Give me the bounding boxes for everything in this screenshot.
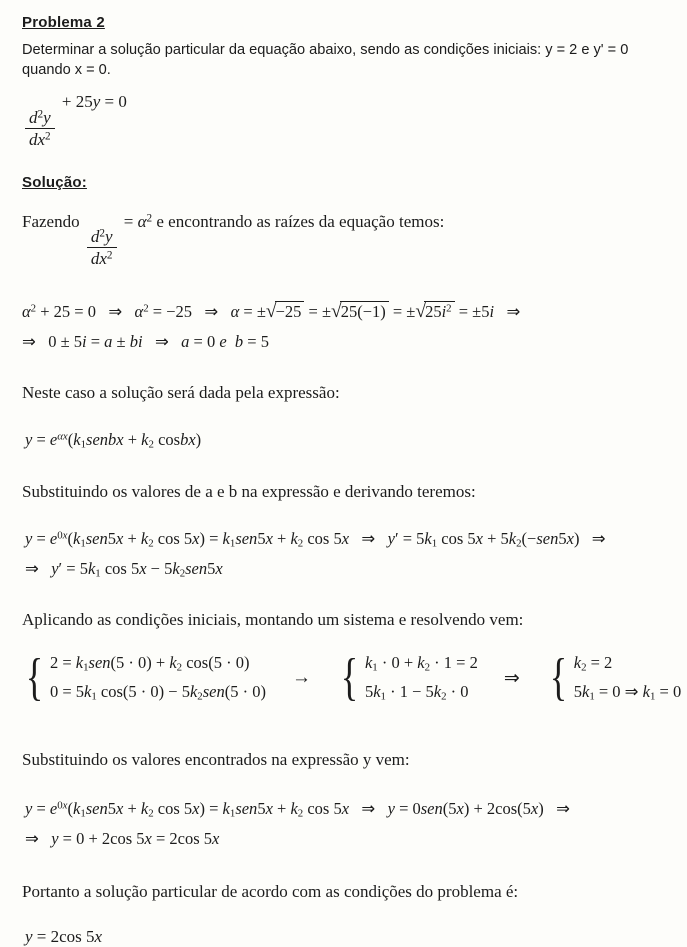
derivative-line-1: $y = e^{0x}(k_1sen5x + k_2$ $\cos 5x) = k_1sen5x + k_2$ cos 5x ⇒ $y' = 5k_1$ $\cos 5x + 5k_2(-sen5x)$ ⇒ <box>25 528 606 550</box>
system-1 <box>22 649 266 707</box>
system-2 <box>337 649 478 707</box>
system-1-line-2: $0 = 5k_1$ $\cos(5 \cdot 0) - 5k_2sen(5 \cdot 0)$ <box>49 682 266 703</box>
left-brace: { <box>25 649 44 707</box>
equation-systems <box>22 649 682 707</box>
roots-derivation <box>22 301 669 352</box>
particular-solution-equation: y = 2cos 5x <box>25 926 103 946</box>
conclusion-intro: Portanto a solução particular de acordo com as condições do problema é: <box>22 881 519 901</box>
final-substitution-intro: Substituindo os valores encontrados na expressão y vem: <box>22 749 410 769</box>
final-line-1: $y = e^{0x}(k_1sen5x + k_2$ $\cos 5x) = k_1sen5x + k_2$ cos 5x ⇒ y = 0sen(5x) + 2cos(5x) ⇒ <box>25 799 570 820</box>
system-3 <box>546 649 682 707</box>
system-2-line-2: $5k_1 \cdot 1 - 5k_2 \cdot 0$ <box>364 682 469 703</box>
system-1-line-1: $2 = k_1sen(5 \cdot 0) + k_2$ cos(5 · 0) <box>49 653 250 675</box>
initial-conditions-intro: Aplicando as condições iniciais, montando um sistema e resolvendo vem: <box>22 610 524 630</box>
arrow-right-icon: → <box>291 667 311 689</box>
final-line-2: ⇒ y = 0 + 2cos 5x = 2cos 5x <box>25 828 220 848</box>
solution-heading: Solução: <box>22 173 87 191</box>
substitution-intro: Fazendo $\frac{d^2y}{dx^2}$ = $\alpha^2$ e encontrando as raízes da equação temos: <box>22 211 445 269</box>
substitute-values-intro: Substituindo os valores de a e b na expressão e derivando teremos: <box>22 481 476 501</box>
left-brace: { <box>340 649 359 707</box>
general-solution-equation: $y = e^{\alpha x}(k_1senbx + k_2$ cosbx) <box>25 430 202 451</box>
derivative-derivation <box>25 529 669 579</box>
problem-statement: Determinar a solução particular da equação abaixo, sendo as condições iniciais: y = 2 e y' = 0 quando x = 0. <box>22 42 629 79</box>
system-3-line-1: $k_2 = 2$ <box>573 653 613 675</box>
differential-equation: $\frac{d^2y}{dx^2}$ + 25y = 0 <box>22 92 669 149</box>
system-3-line-2: $5k_1 = 0$ ⇒ $k_1 = 0$ <box>573 682 682 703</box>
derivative-line-2: ⇒ $y' = 5k_1$ $\cos 5x - 5k_2sen5x$ <box>25 558 223 580</box>
roots-line-2: ⇒ 0 ± 5i = a ± bi ⇒ a = 0 e b = 5 <box>22 332 269 352</box>
problem-heading: Problema 2 <box>22 14 105 31</box>
roots-line-1: $\alpha^2 + 25 = 0$ ⇒ $\alpha^2 = -25$ ⇒ $\alpha = \pm√-25 = \pm√25(-1) = \pm√25i^2 = \pm 5i$ ⇒ <box>22 301 521 323</box>
system-2-line-1: $k_1 \cdot 0 + k_2 \cdot 1 = 2$ <box>364 653 478 675</box>
double-arrow-icon: ⇒ <box>503 667 520 689</box>
left-brace: { <box>549 649 567 707</box>
expression-intro: Neste caso a solução será dada pela expressão: <box>22 383 340 403</box>
final-derivation <box>25 799 669 849</box>
